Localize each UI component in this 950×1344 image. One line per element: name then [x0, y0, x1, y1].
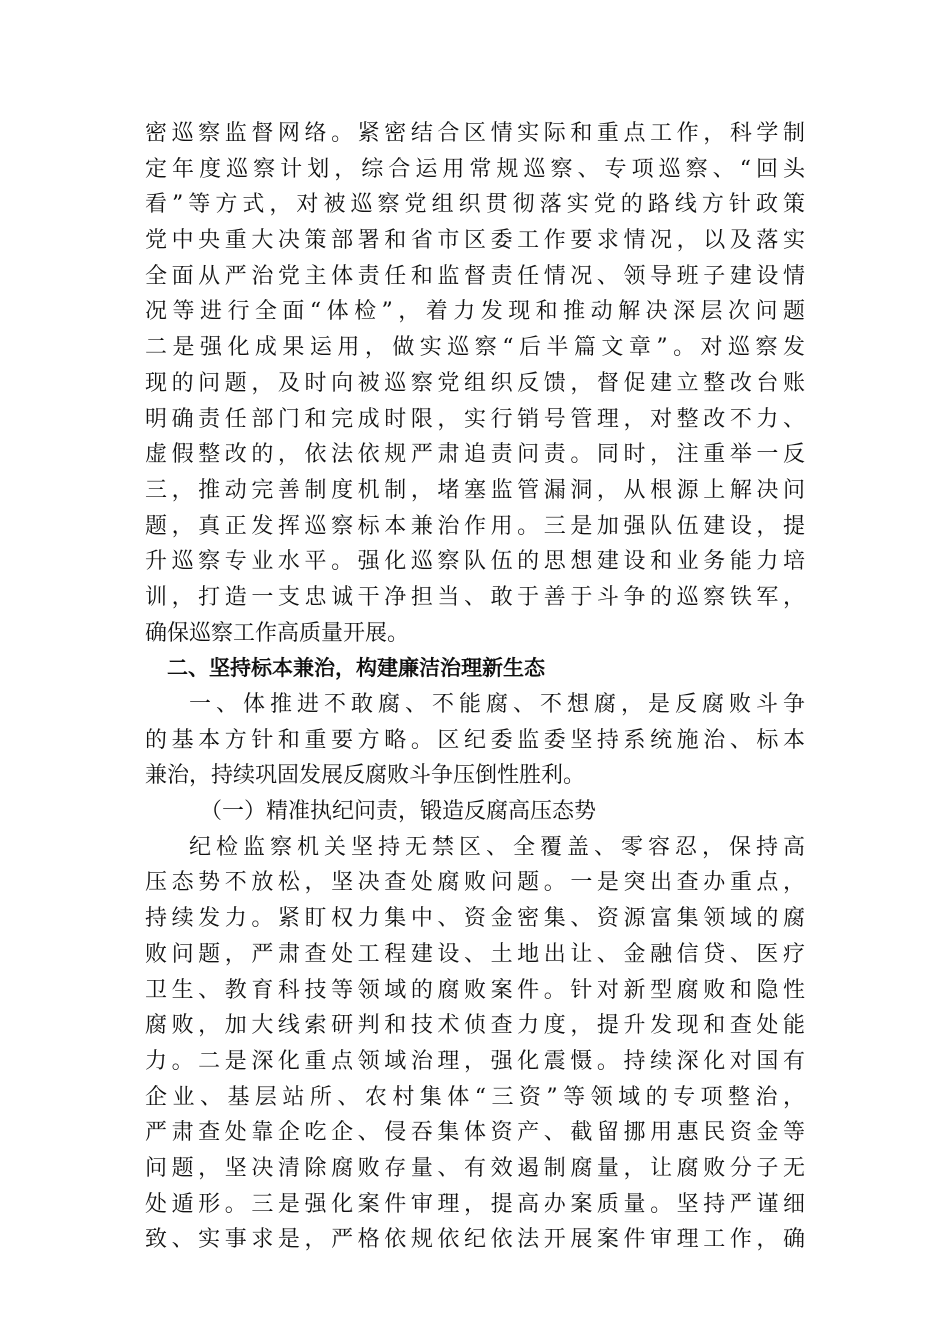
text-line: 力。二是深化重点领域治理，强化震慑。持续深化对国有	[145, 1048, 805, 1074]
document-page	[145, 116, 805, 1258]
paragraph-discipline	[145, 830, 805, 1258]
text-line: 企业、基层站所、农村集体“三资”等领域的专项整治，	[145, 1084, 805, 1110]
paragraph-intro	[145, 687, 805, 794]
text-line: 现的问题，及时向被巡察党组织反馈，督促建立整改台账	[145, 370, 805, 396]
text-line: 的基本方针和重要方略。区纪委监委坚持系统施治、标本	[145, 727, 805, 753]
subsection-heading: （一）精准执纪问责，锻造反腐高压态势	[200, 799, 597, 825]
text-line: 一、体推进不敢腐、不能腐、不想腐，是反腐败斗争	[189, 692, 805, 717]
text-line: 腐败，加大线索研判和技术侦查力度，提升发现和查处能	[145, 1013, 805, 1039]
text-line: 密巡察监督网络。紧密结合区情实际和重点工作，科学制	[145, 121, 805, 146]
text-line: 全面从严治党主体责任和监督责任情况、领导班子建设情	[145, 263, 805, 289]
text-line: 党中央重大决策部署和省市区委工作要求情况，以及落实	[145, 228, 805, 254]
text-line: 题，真正发挥巡察标本兼治作用。三是加强队伍建设，提	[145, 513, 805, 539]
text-line: 兼治，持续巩固发展反腐败斗争压倒性胜利。	[145, 763, 586, 789]
text-line: 卫生、教育科技等领域的腐败案件。针对新型腐败和隐性	[145, 977, 805, 1003]
text-line: 虚假整改的，依法依规严肃追责问责。同时，注重举一反	[145, 442, 805, 468]
text-line: 定年度巡察计划，综合运用常规巡察、专项巡察、“回头	[145, 156, 805, 182]
text-line: 明确责任部门和完成时限，实行销号管理，对整改不力、	[145, 406, 805, 432]
text-line: 问题，坚决清除腐败存量、有效遏制腐量，让腐败分子无	[145, 1155, 805, 1181]
paragraph-inspection	[145, 116, 805, 651]
text-line: 纪检监察机关坚持无禁区、全覆盖、零容忍，保持高	[189, 834, 805, 860]
text-line: 升巡察专业水平。强化巡察队伍的思想建设和业务能力培	[145, 549, 805, 575]
section-heading: 二、坚持标本兼治，构建廉洁治理新生态	[167, 656, 545, 681]
text-line: 看”等方式，对被巡察党组织贯彻落实党的路线方针政策	[145, 192, 805, 218]
text-line: 持续发力。紧盯权力集中、资金密集、资源富集领域的腐	[145, 906, 805, 932]
text-line: 二是强化成果运用，做实巡察“后半篇文章”。对巡察发	[145, 335, 805, 361]
text-line: 况等进行全面“体检”，着力发现和推动解决深层次问题	[145, 299, 805, 325]
text-line: 致、实事求是，严格依规依纪依法开展案件审理工作，确	[145, 1227, 805, 1253]
text-line: 压态势不放松，坚决查处腐败问题。一是突出查办重点，	[145, 870, 805, 896]
text-line: 处遁形。三是强化案件审理，提高办案质量。坚持严谨细	[145, 1191, 805, 1217]
text-line: 确保巡察工作高质量开展。	[145, 620, 410, 646]
text-line: 训，打造一支忠诚干净担当、敢于善于斗争的巡察铁军，	[145, 584, 805, 610]
text-line: 严肃查处靠企吃企、侵吞集体资产、截留挪用惠民资金等	[145, 1120, 805, 1146]
text-line: 败问题，严肃查处工程建设、土地出让、金融信贷、医疗	[145, 941, 805, 967]
text-line: 三，推动完善制度机制，堵塞监管漏洞，从根源上解决问	[145, 477, 805, 503]
